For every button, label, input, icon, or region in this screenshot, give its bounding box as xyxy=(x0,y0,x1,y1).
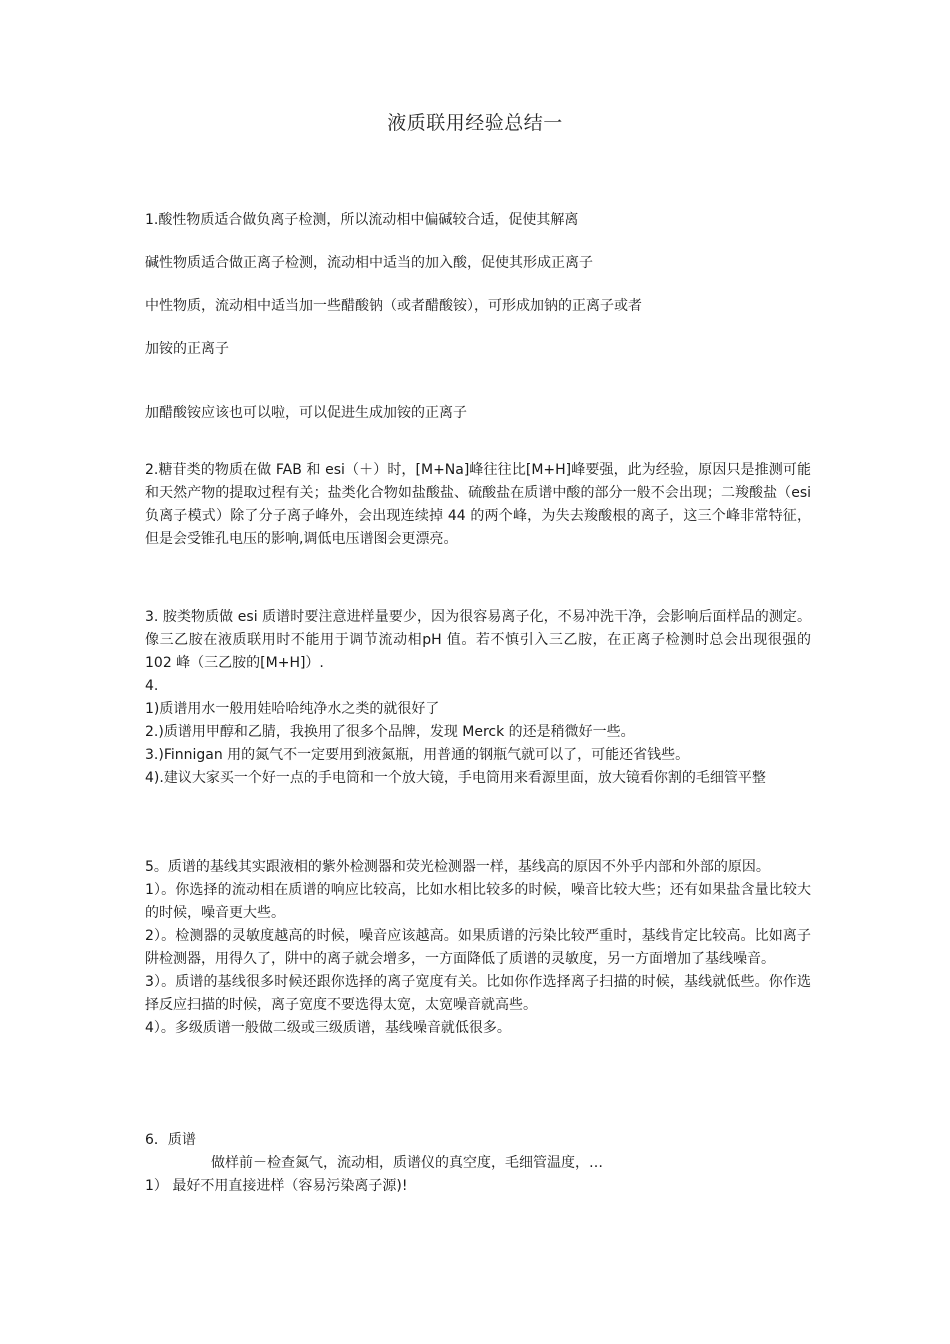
list-item: 1） 最好不用直接进样（容易污染离子源)! xyxy=(145,1178,408,1194)
section-1-line-5 xyxy=(145,402,811,425)
list-item: 3）。质谱的基线很多时候还跟你选择的离子宽度有关。比如你作选择离子扫描的时候，基线就低些。你作选择反应扫描的时候，离子宽度不要选得太宽，太宽噪音就高些。 xyxy=(145,974,811,1013)
section-3 xyxy=(145,606,811,790)
list-item: 2.)质谱用甲醇和乙腈，我换用了很多个品牌，发现 Merck 的还是稍微好一些。 xyxy=(145,724,635,740)
list-item: 2）。检测器的灵敏度越高的时候，噪音应该越高。如果质谱的污染比较严重时，基线肯定比较高。比如离子阱检测器，用得久了，阱中的离子就会增多，一方面降低了质谱的灵敏度，另一方面增加了基线噪音。 xyxy=(145,928,811,967)
subheading: 做样前－检查氮气，流动相，质谱仪的真空度，毛细管温度，… xyxy=(211,1155,603,1171)
section-1-line-4 xyxy=(145,338,811,361)
paragraph: 加醋酸铵应该也可以啦，可以促进生成加铵的正离子 xyxy=(145,405,467,421)
paragraph: 1.酸性物质适合做负离子检测，所以流动相中偏碱较合适，促使其解离 xyxy=(145,212,579,228)
section-6 xyxy=(145,1129,811,1198)
paragraph: 2.糖苷类的物质在做 FAB 和 esi（＋）时，[M+Na]峰往往比[M+H]峰要强，此为经验，原因只是推测可能和天然产物的提取过程有关；盐类化合物如盐酸盐、硫酸盐在质谱中酸的部分一般不会出现；二羧酸盐（esi 负离子模式）除了分子离子峰外，会出现连续掉 44 的两个峰，为失去羧酸根的离子，这三个峰非常特征，但是会受锥孔电压的影响,调低电压谱图会更漂亮。 xyxy=(145,462,811,547)
list-item: 4）。多级质谱一般做二级或三级质谱，基线噪音就低很多。 xyxy=(145,1020,511,1036)
list-item: 1)质谱用水一般用娃哈哈纯净水之类的就很好了 xyxy=(145,701,440,717)
list-item: 3.)Finnigan 用的氮气不一定要用到液氮瓶，用普通的钢瓶气就可以了，可能还省钱些。 xyxy=(145,747,690,763)
paragraph: 碱性物质适合做正离子检测，流动相中适当的加入酸，促使其形成正离子 xyxy=(145,255,593,271)
paragraph: 加铵的正离子 xyxy=(145,341,229,357)
list-item: 4).建议大家买一个好一点的手电筒和一个放大镜，手电筒用来看源里面，放大镜看你割的毛细管平整 xyxy=(145,770,766,786)
section-5-heading: 5。质谱的基线其实跟液相的紫外检测器和荧光检测器一样，基线高的原因不外乎内部和外部的原因。 xyxy=(145,859,770,875)
section-4-heading: 4. xyxy=(145,678,159,694)
paragraph: 3. 胺类物质做 esi 质谱时要注意进样量要少，因为很容易离子化，不易冲洗干净，会影响后面样品的测定。像三乙胺在液质联用时不能用于调节流动相pH 值。若不慎引入三乙胺，在正离子检测时总会出现很强的 102 峰（三乙胺的[M+H]）. xyxy=(145,609,811,671)
section-6-heading: 6．质谱 xyxy=(145,1132,196,1148)
section-1-line-2 xyxy=(145,252,811,275)
section-2 xyxy=(145,459,811,551)
section-1 xyxy=(145,209,811,232)
list-item: 1）。你选择的流动相在质谱的响应比较高，比如水相比较多的时候，噪音比较大些；还有如果盐含量比较大的时候，噪音更大些。 xyxy=(145,882,811,921)
section-5 xyxy=(145,856,811,1040)
section-1-line-3 xyxy=(145,295,811,318)
paragraph: 中性物质，流动相中适当加一些醋酸钠（或者醋酸铵），可形成加钠的正离子或者 xyxy=(145,298,642,314)
document-title: 液质联用经验总结一 xyxy=(387,112,563,134)
